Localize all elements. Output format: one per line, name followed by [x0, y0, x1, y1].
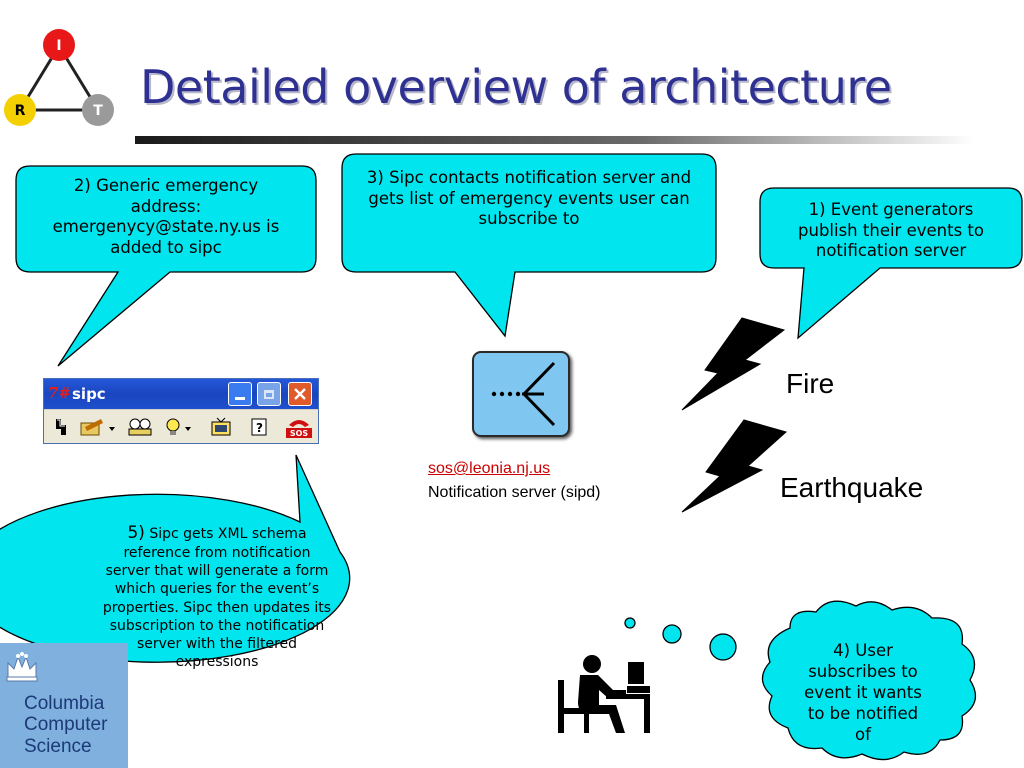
- event-fire-label: Fire: [786, 368, 835, 399]
- callout-5-line: server with the filtered: [136, 636, 298, 653]
- callout-4-line: to be notified: [807, 704, 919, 724]
- sipc-titlebar[interactable]: [44, 379, 318, 409]
- close-icon: [294, 388, 306, 400]
- callout-5-line: reference from notification: [123, 545, 311, 562]
- sos-icon[interactable]: [284, 414, 314, 440]
- callout-5-line: expressions: [175, 654, 259, 671]
- callout-2-text: [24, 176, 308, 259]
- lightning-bolt-earthquake-icon: [682, 420, 786, 512]
- logo-letter-i: I: [56, 38, 62, 54]
- presence-dropdown-icon[interactable]: [162, 414, 196, 440]
- tv-icon[interactable]: [208, 414, 234, 440]
- logo-letter-r: R: [14, 103, 26, 119]
- callout-3-line: gets list of emergency events user can: [368, 188, 690, 208]
- maximize-icon: [264, 390, 274, 399]
- columbia-logo: [0, 643, 128, 768]
- callout-4-line: event it wants: [804, 683, 922, 703]
- callout-5-line: which queries for the event’s: [114, 581, 320, 598]
- sipc-window: [43, 378, 319, 444]
- callout-2-line: address:: [130, 196, 202, 216]
- slide-title: Detailed overview of architecture: [140, 60, 892, 114]
- callout-5-lead: 5): [127, 523, 145, 543]
- callout-3-text: [348, 168, 710, 230]
- columbia-line: Science: [24, 735, 92, 757]
- minimize-button[interactable]: [228, 382, 252, 406]
- callout-5-line: [86, 522, 348, 544]
- callout-3-line: 3) Sipc contacts notification server and: [366, 168, 692, 187]
- crown-icon: [4, 651, 40, 683]
- sipc-toolbar: [44, 410, 318, 443]
- event-earthquake-label: Earthquake: [780, 472, 924, 503]
- callout-4-text: [784, 640, 942, 746]
- callout-1-line: 1) Event generators: [808, 200, 974, 219]
- contacts-dropdown-icon[interactable]: [78, 414, 118, 440]
- close-button[interactable]: [288, 382, 312, 406]
- register-icon[interactable]: [50, 414, 72, 440]
- svg-text:?: ?: [256, 421, 263, 435]
- callout-4-line: 4) User: [833, 641, 893, 660]
- minimize-icon: [235, 397, 245, 400]
- maximize-button[interactable]: [257, 382, 281, 406]
- callout-5-line-text: Sipc gets XML schema: [149, 526, 307, 542]
- server-email-link[interactable]: sos@leonia.nj.us: [428, 460, 551, 477]
- person-at-computer-icon: [558, 655, 650, 733]
- columbia-line: Columbia: [24, 693, 105, 714]
- callout-2-line: 2) Generic emergency: [73, 176, 259, 195]
- callout-1-line: publish their events to: [798, 220, 984, 240]
- callout-5-line: properties. Sipc then updates its: [102, 599, 332, 616]
- notification-server-icon: [472, 351, 570, 437]
- callout-5-line: server that will generate a form: [105, 563, 329, 580]
- callout-3-line: subscribe to: [478, 209, 580, 229]
- server-caption: Notification server (sipd): [428, 484, 601, 501]
- sipc-logo: 7#: [48, 384, 72, 402]
- columbia-line: Computer: [24, 714, 108, 736]
- callout-2-line: emergenycy@state.ny.us is: [52, 217, 280, 237]
- lightning-bolt-fire-icon: [682, 318, 784, 410]
- callout-5-line: subscription to the notification: [109, 617, 325, 634]
- callout-2-line: added to sipc: [110, 237, 222, 257]
- columbia-logo-text: [24, 693, 107, 757]
- callout-4-line: subscribes to: [808, 662, 918, 682]
- callout-1-line: notification server: [815, 241, 967, 261]
- help-icon[interactable]: [248, 414, 272, 440]
- callout-4-line: of: [855, 725, 871, 745]
- sipc-window-title: sipc: [72, 385, 106, 403]
- callout-1-text: [764, 200, 1018, 262]
- logo-letter-t: T: [93, 103, 103, 119]
- sos-label: SOS: [289, 429, 309, 438]
- buddies-icon[interactable]: [126, 414, 154, 440]
